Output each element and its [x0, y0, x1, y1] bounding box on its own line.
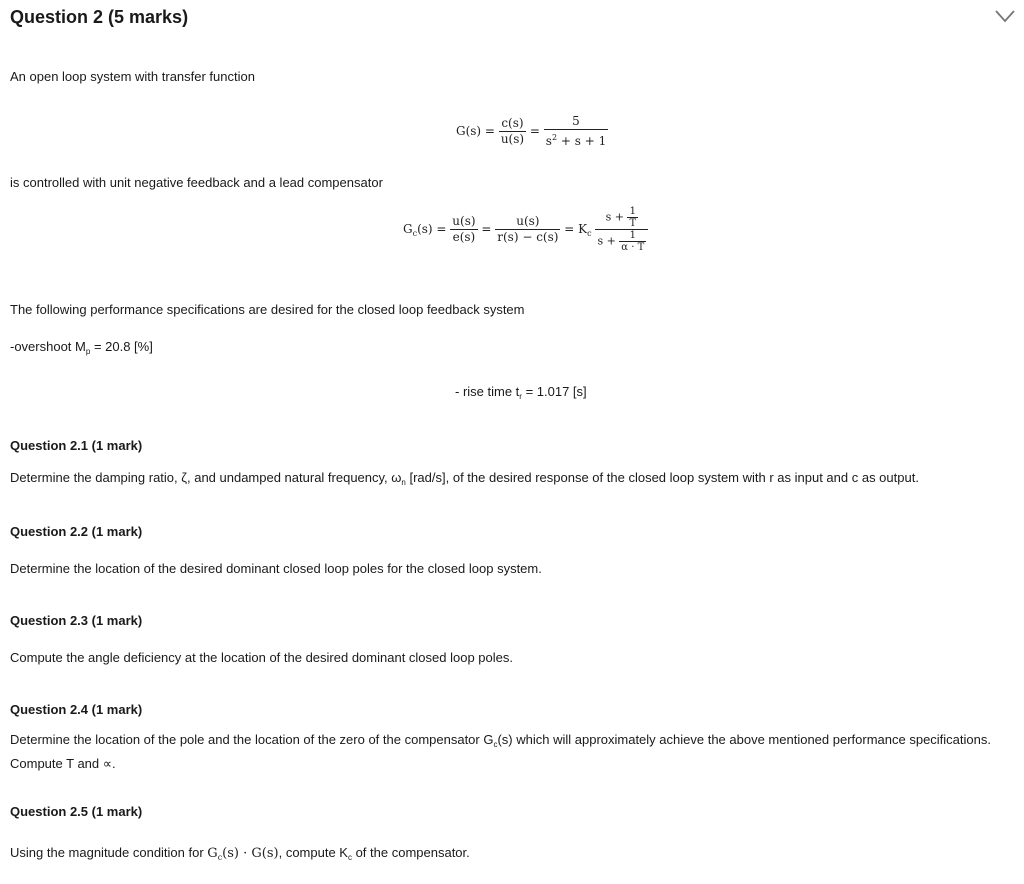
- page-title: Question 2 (5 marks): [10, 7, 189, 27]
- eq2-den2: r(s) − c(s): [497, 230, 559, 244]
- question-2-1-text: Determine the damping ratio, ζ, and undamped natural frequency, $\omega_n$ [rad/s], of the desired response of the closed loop system with r as input and c as output.: [10, 470, 919, 487]
- eq1-lhs: G(s) =: [456, 124, 495, 138]
- question-2-4-heading: Question 2.4 (1 mark): [10, 702, 143, 717]
- transfer-function-equation: [456, 114, 608, 149]
- eq2-lead-numerator: s + $\frac{1}{T}$: [595, 206, 648, 230]
- eq2-num2: u(s): [495, 214, 560, 230]
- eq1-num2: 5: [544, 114, 608, 130]
- eq2-lead-fraction: [595, 206, 648, 253]
- question-2-1-heading: Question 2.1 (1 mark): [10, 438, 143, 453]
- eq2-den1: e(s): [452, 230, 476, 244]
- eq2-lhs: $G_c(s)$ =: [403, 222, 447, 238]
- question-2-3-text: Compute the angle deficiency at the location of the desired dominant closed loop poles.: [10, 650, 513, 665]
- eq2-fraction-2: [495, 214, 560, 245]
- rise-time-spec: - rise time $t_r = 1.017$ [s]: [455, 384, 587, 401]
- overshoot-spec: -overshoot $M_p = 20.8$ [%]: [10, 339, 153, 356]
- question-2-3-heading: Question 2.3 (1 mark): [10, 613, 143, 628]
- question-2-2-heading: Question 2.2 (1 mark): [10, 524, 143, 539]
- eq1-equals: =: [529, 124, 540, 138]
- eq1-den2: $s^2 + s + 1$: [545, 133, 607, 148]
- eq1-fraction-2: [544, 114, 608, 149]
- spec-intro: The following performance specifications are desired for the closed loop feedback system: [10, 302, 525, 317]
- eq1-den1: u(s): [500, 132, 525, 146]
- intro-text: An open loop system with transfer function: [10, 69, 255, 84]
- eq2-equals-1: =: [481, 222, 492, 236]
- question-2-5-text: Using the magnitude condition for $G_c(s) \cdot G(s)$, compute $K_c$ of the compensator.: [10, 845, 470, 862]
- eq2-fraction-1: [450, 214, 477, 245]
- eq2-gain: = $K_c$: [564, 222, 592, 238]
- eq1-fraction-1: [499, 116, 526, 147]
- question-2-5-heading: Question 2.5 (1 mark): [10, 804, 143, 819]
- intro-text-2: is controlled with unit negative feedback and a lead compensator: [10, 175, 383, 190]
- chevron-down-icon[interactable]: [994, 8, 1016, 24]
- question-2-2-text: Determine the location of the desired dominant closed loop poles for the closed loop system.: [10, 561, 542, 576]
- question-2-4-text: Determine the location of the pole and the location of the zero of the compensator $G_c(s)$ which will approximately achieve the above mentioned performance specifications. Compute T and ∝.: [10, 732, 991, 771]
- eq2-num1: u(s): [452, 214, 476, 228]
- compensator-equation: [403, 206, 648, 253]
- eq1-num1: c(s): [499, 116, 526, 132]
- eq2-lead-denominator: s + $\frac{1}{\alpha \cdot T}$: [597, 230, 645, 253]
